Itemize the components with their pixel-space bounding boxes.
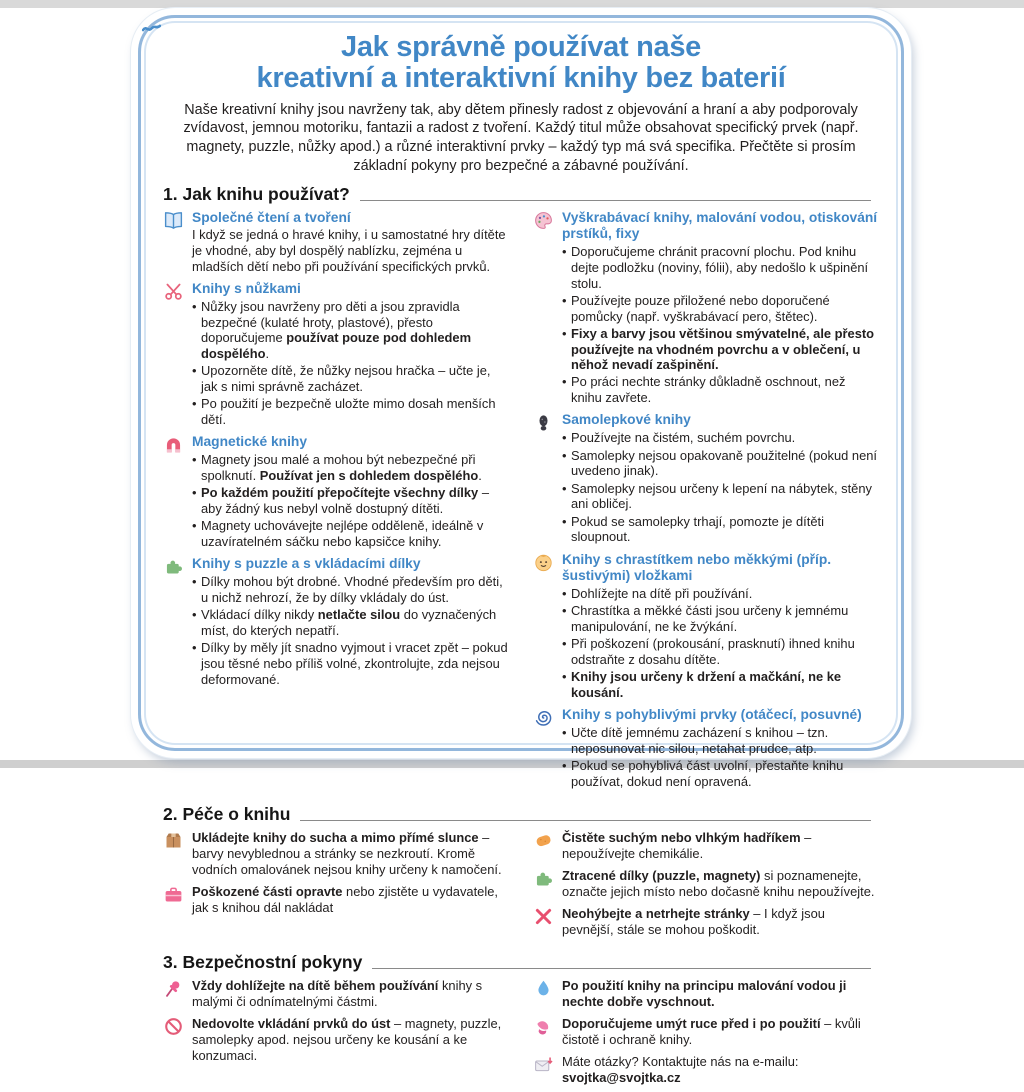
section-heading: 2. Péče o knihu: [163, 804, 290, 825]
list-item: [533, 978, 879, 1009]
list-item: [533, 906, 879, 937]
package-icon: [163, 830, 184, 851]
first-aid-case-icon: [163, 884, 184, 905]
droplet-icon: [533, 978, 554, 999]
item-text: Neohýbejte a netrhejte stránky – I když jsou pevnější, stále se mohou poškodit.: [562, 906, 879, 937]
list-item: [163, 281, 509, 428]
bullet: • Při poškození (prokousání, prasknutí) ihned knihu odstraňte z dosahu dítěte.: [562, 636, 879, 667]
envelope-icon: [533, 1054, 554, 1075]
list-item: [163, 884, 509, 915]
bullet: • Magnety uchovávejte nejlépe odděleně, ideálně v uzavíratelném sáčku nebo kapsičce knihy.: [192, 518, 509, 549]
section-columns: [161, 978, 881, 1092]
bullet: • Nůžky jsou navrženy pro děti a jsou zpravidla bezpečné (kulaté hroty, plastové), přesto doporučujeme používat pouze pod dohledem dospělého.: [192, 299, 509, 362]
bullet: • Učte dítě jemnému zacházení s knihou – tzn. neposunovat nic silou, netahat prudce, atp.: [562, 725, 879, 756]
bullet: • Chrastítka a měkké části jsou určeny k jemnému manipulování, ne ke žvýkání.: [562, 603, 879, 634]
sponge-icon: [533, 830, 554, 851]
magnet-icon: [163, 434, 184, 455]
bullet: • Pokud se pohyblivá část uvolní, přestaňte knihu používat, dokud není opravená.: [562, 758, 879, 789]
list-item: [163, 556, 509, 687]
bullet: • Pokud se samolepky trhají, pomozte je dítěti sloupnout.: [562, 514, 879, 545]
item-title: Knihy s nůžkami: [192, 281, 509, 298]
column: [163, 210, 509, 797]
section-rule: [372, 968, 871, 969]
palette-icon: [533, 210, 554, 231]
sticker-icon: [533, 412, 554, 433]
washing-hands-icon: [533, 1016, 554, 1037]
bullet: • Magnety jsou malé a mohou být nebezpečné při spolknutí. Používat jen s dohledem dospělého.: [192, 452, 509, 483]
spiral-icon: [533, 707, 554, 728]
bullet: • Fixy a barvy jsou většinou smývatelné, ale přesto používejte na vhodném povrchu a v oblečení, u něhož nevadí zašpinění.: [562, 326, 879, 373]
item-text: Vždy dohlížejte na dítě během používání knihy s malými či odnímatelnými částmi.: [192, 978, 509, 1009]
item-text: Ztracené dílky (puzzle, magnety) si poznamenejte, označte jejich místo nebo dočasně knihu nepoužívejte.: [562, 868, 879, 899]
item-title: Vyškrabávací knihy, malování vodou, otiskování prstíků, fixy: [562, 210, 879, 243]
item-title: Společné čtení a tvoření: [192, 210, 509, 227]
flyer-card-outer: [131, 8, 911, 758]
section-header: [163, 952, 879, 973]
section-columns: [161, 210, 881, 797]
section-columns: [161, 830, 881, 944]
section-header: [163, 184, 879, 205]
bullet: • Dohlížejte na dítě při používání.: [562, 586, 879, 602]
item-text: Ukládejte knihy do sucha a mimo přímé slunce – barvy nevyblednou a stránky se nezkroutí. Kromě vodních omalovánek nejsou knihy určeny k namočení.: [192, 830, 509, 877]
section: [161, 952, 881, 1092]
item-title: Knihy s chrastítkem nebo měkkými (příp. šustivými) vložkami: [562, 552, 879, 585]
bullet: • Doporučujeme chránit pracovní plochu. Pod knihu dejte podložku (noviny, fólii), aby nedošlo k ušpinění stolu.: [562, 244, 879, 291]
section-rule: [360, 200, 871, 201]
scissors-icon: [163, 281, 184, 302]
section-heading: 3. Bezpečnostní pokyny: [163, 952, 362, 973]
bullet: • Upozorněte dítě, že nůžky nejsou hračka – učte je, jak s nimi správně zacházet.: [192, 363, 509, 394]
list-item: [163, 830, 509, 877]
bullet: • Používejte na čistém, suchém povrchu.: [562, 430, 879, 446]
list-item: [533, 210, 879, 406]
puzzle-icon: [163, 556, 184, 577]
item-text: Máte otázky? Kontaktujte nás na e-mailu: svojtka@svojtka.cz: [562, 1054, 879, 1085]
list-item: [533, 707, 879, 789]
bullet: • Dílky mohou být drobné. Vhodné především pro děti, u nichž nehrozí, že by dílky vkládaly do úst.: [192, 574, 509, 605]
list-item: [163, 1016, 509, 1063]
item-text: Čistěte suchým nebo vlhkým hadříkem – nepoužívejte chemikálie.: [562, 830, 879, 861]
sections: [161, 184, 881, 1092]
flyer-card: [138, 15, 904, 751]
column: [533, 830, 879, 944]
baby-face-icon: [533, 552, 554, 573]
pushpin-icon: [163, 978, 184, 999]
bullet: • Samolepky nejsou určeny k lepení na nábytek, stěny ani obličej.: [562, 481, 879, 512]
bullet: • Dílky by měly jít snadno vyjmout i vracet zpět – pokud jsou těsné nebo příliš volné, zkontrolujte, zda nejsou deformované.: [192, 640, 509, 687]
intro-text: Naše kreativní knihy jsou navrženy tak, aby dětem přinesly radost z objevování a hraní a aby podporovaly zvídavost, jemnou motoriku, fantazii a radost z tvoření. Každý titul může obsahovat specifický prvek (např. magnety, puzzle, nůžky apod.) a různé interaktivní prvky – každý typ má svá specifika. Přečtěte si prosím základní pokyny pro bezpečné a zábavné používání.: [171, 101, 871, 176]
book-icon: [163, 210, 184, 231]
bullet: • Po práci nechte stránky důkladně oschnout, než knihu zavřete.: [562, 374, 879, 405]
bullet: • Používejte pouze přiložené nebo doporučené pomůcky (např. vyškrabávací pero, štětec).: [562, 293, 879, 324]
item-text: Doporučujeme umýt ruce před i po použití – kvůli čistotě i ochraně knihy.: [562, 1016, 879, 1047]
page-title-line1: Jak správně používat naše: [161, 32, 881, 63]
list-item: [163, 434, 509, 549]
bullet: • Vkládací dílky nikdy netlačte silou do vyznačených míst, do kterých nepatří.: [192, 607, 509, 638]
column: [533, 210, 879, 797]
no-entry-icon: [163, 1016, 184, 1037]
list-item: [163, 210, 509, 275]
cross-icon: [533, 906, 554, 927]
list-item: [163, 978, 509, 1009]
list-item: [533, 1054, 879, 1085]
column: [533, 978, 879, 1092]
top-border: [0, 0, 1024, 8]
column: [163, 830, 509, 944]
item-title: Knihy s pohyblivými prvky (otáčecí, posuvné): [562, 707, 879, 724]
puzzle-icon: [533, 868, 554, 889]
section: [161, 184, 881, 797]
page-title-line2: kreativní a interaktivní knihy bez baterií: [161, 63, 881, 94]
page-title: [161, 32, 881, 95]
item-title: Magnetické knihy: [192, 434, 509, 451]
list-item: [533, 412, 879, 545]
item-text: Nedovolte vkládání prvků do úst – magnety, puzzle, samolepky apod. nejsou určeny ke kousání a ke konzumaci.: [192, 1016, 509, 1063]
item-text: I když se jedná o hravé knihy, i u samostatné hry dítěte je vhodné, aby byl dospělý nablízku, zejména u mladších dětí nebo při používání specifických prvků.: [192, 227, 509, 274]
bullet: • Knihy jsou určeny k držení a mačkání, ne ke kousání.: [562, 669, 879, 700]
item-title: Knihy s puzzle a s vkládacími dílky: [192, 556, 509, 573]
section-rule: [300, 820, 871, 821]
squiggle-icon: [141, 18, 162, 39]
bullet: • Po použití je bezpečně uložte mimo dosah menších dětí.: [192, 396, 509, 427]
list-item: [533, 868, 879, 899]
item-title: Samolepkové knihy: [562, 412, 879, 429]
section-header: [163, 804, 879, 825]
list-item: [533, 830, 879, 861]
bullet: • Samolepky nejsou opakovaně použitelné (pokud není uvedeno jinak).: [562, 448, 879, 479]
bullet: • Po každém použití přepočítejte všechny dílky – aby žádný kus nebyl volně dostupný dítěti.: [192, 485, 509, 516]
item-text: Po použití knihy na principu malování vodou ji nechte dobře vyschnout.: [562, 978, 879, 1009]
list-item: [533, 552, 879, 701]
list-item: [533, 1016, 879, 1047]
column: [163, 978, 509, 1092]
section-heading: 1. Jak knihu používat?: [163, 184, 350, 205]
section: [161, 804, 881, 944]
item-text: Poškozené části opravte nebo zjistěte u vydavatele, jak s knihou dál nakládat: [192, 884, 509, 915]
